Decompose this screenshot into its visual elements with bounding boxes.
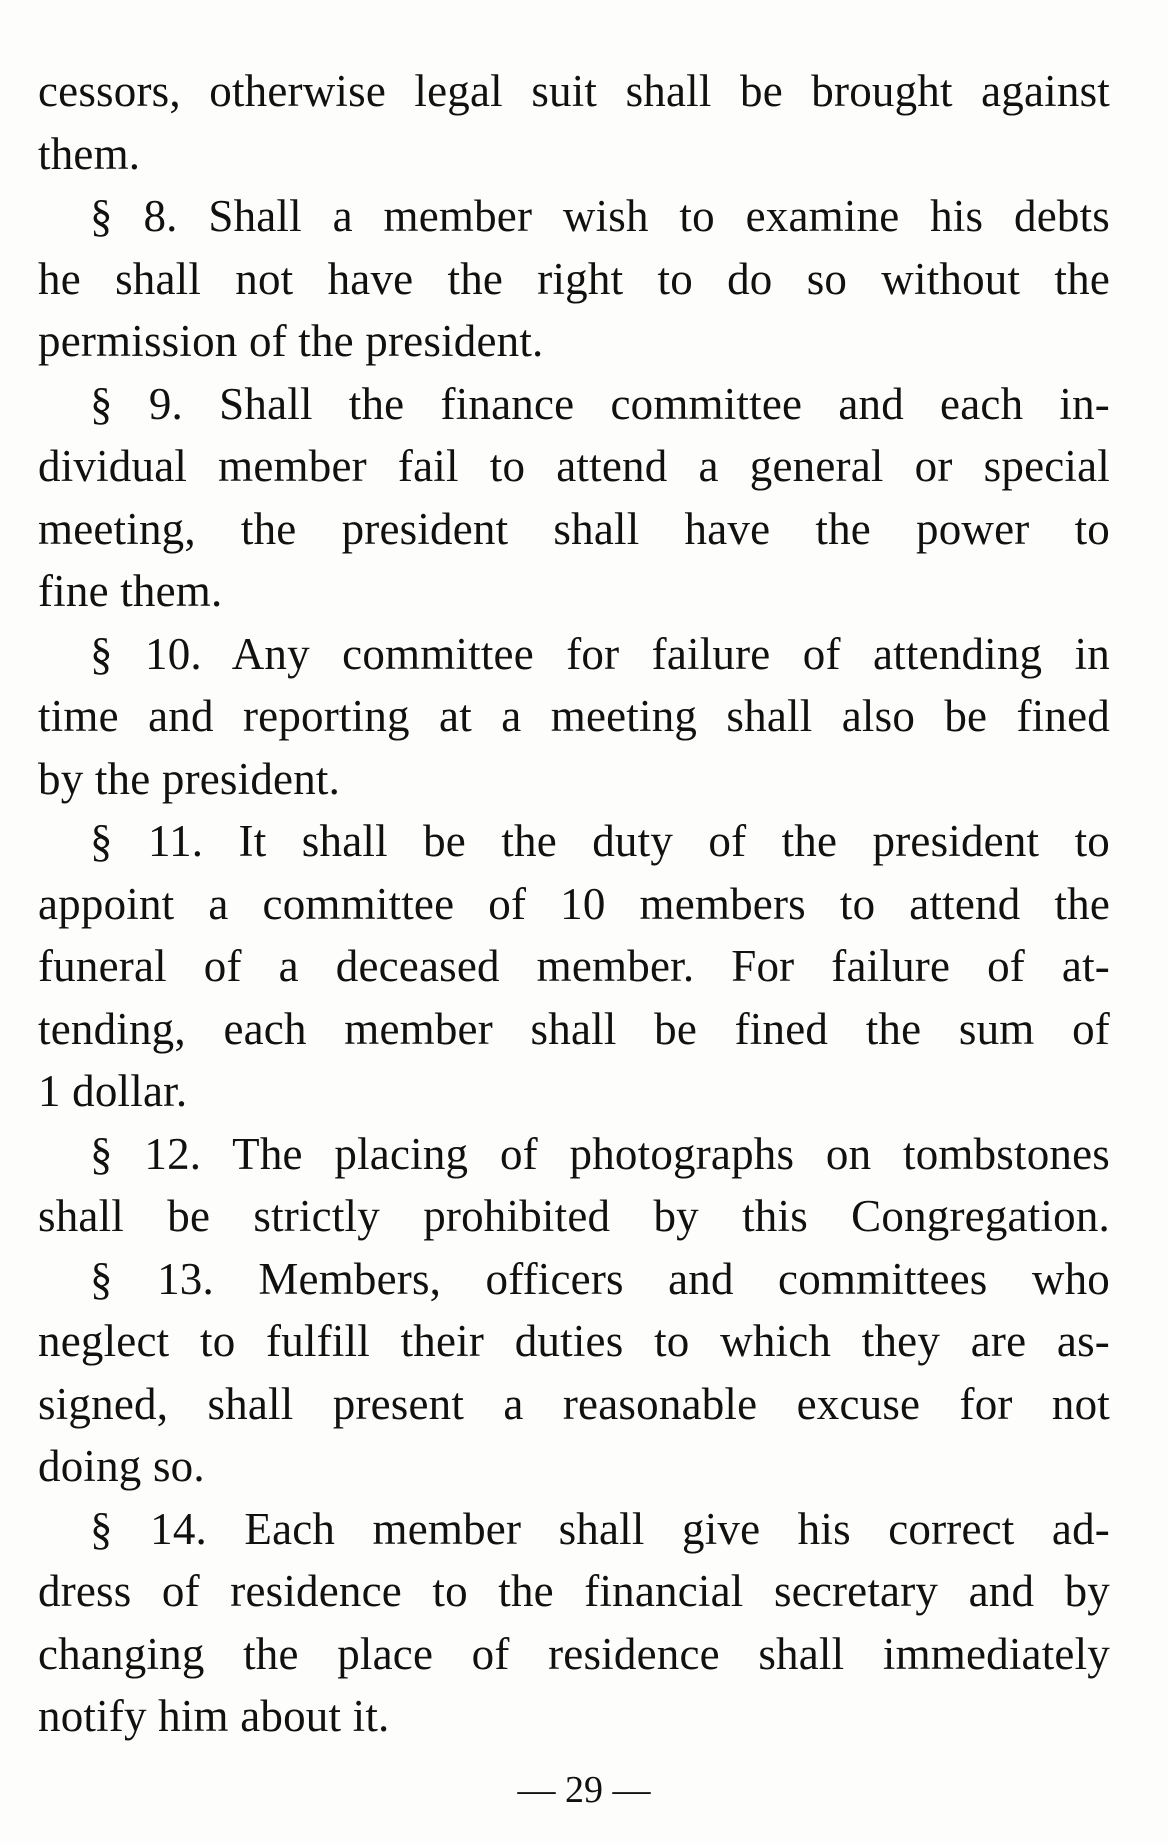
body-text: [38, 60, 1110, 1748]
text-line: dividual member fail to attend a general or special: [38, 441, 1110, 491]
section-first-line: § 8. Shall a member wish to examine his debts: [90, 191, 1110, 241]
text-line: 1 dollar.: [38, 1066, 188, 1116]
section-first-line: § 13. Members, officers and committees who: [90, 1253, 1110, 1304]
text-line: cessors, otherwise legal suit shall be brought against: [38, 66, 1110, 116]
text-line: fine them.: [38, 566, 223, 616]
text-line: shall be strictly prohibited by this Congregation.: [38, 1191, 1110, 1241]
text-line: notify him about it.: [38, 1691, 390, 1741]
text-line: signed, shall present a reasonable excuse for not: [38, 1378, 1110, 1429]
text-line: he shall not have the right to do so without the: [38, 253, 1110, 304]
text-line: tending, each member shall be fined the sum of: [38, 1003, 1110, 1054]
text-line: by the president.: [38, 753, 341, 804]
section-first-line: § 9. Shall the finance committee and each in-: [90, 378, 1110, 429]
section-first-line: § 11. It shall be the duty of the president to: [90, 816, 1110, 866]
text-line: changing the place of residence shall immediately: [38, 1628, 1110, 1679]
text-line: permission of the president.: [38, 316, 544, 366]
text-line: meeting, the president shall have the power to: [38, 503, 1110, 554]
text-line: neglect to fulfill their duties to which they are as-: [38, 1316, 1110, 1366]
text-line: doing so.: [38, 1441, 205, 1491]
section-first-line: § 14. Each member shall give his correct ad-: [90, 1503, 1110, 1554]
page-number: — 29 —: [517, 1769, 651, 1811]
text-line: them.: [38, 128, 141, 179]
text-line: appoint a committee of 10 members to attend the: [38, 878, 1110, 929]
section-first-line: § 12. The placing of photographs on tombstones: [90, 1128, 1110, 1179]
text-line: funeral of a deceased member. For failure of at-: [38, 941, 1110, 991]
text-line: dress of residence to the financial secretary and by: [38, 1566, 1110, 1616]
section-first-line: § 10. Any committee for failure of attending in: [90, 628, 1110, 679]
text-line: time and reporting at a meeting shall also be fined: [38, 691, 1110, 741]
